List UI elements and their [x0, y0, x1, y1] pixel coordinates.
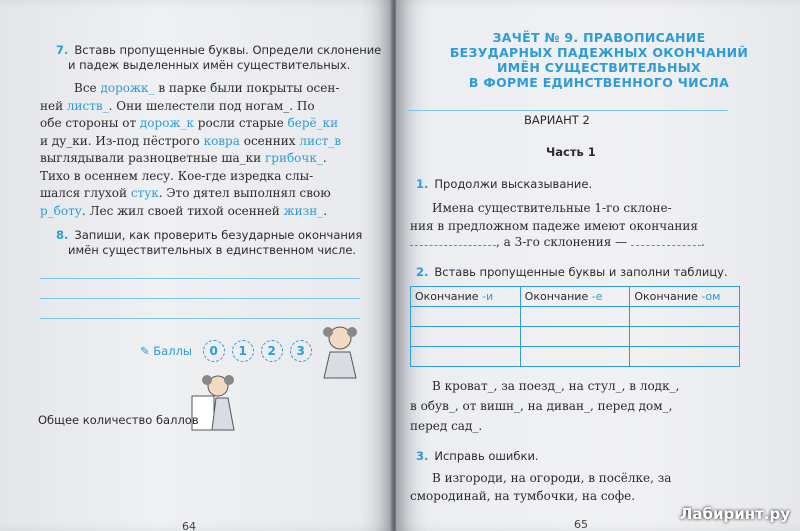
left-page	[0, 0, 392, 531]
answer-line[interactable]	[40, 278, 360, 279]
table-cell[interactable]	[520, 327, 630, 347]
text-run: обе стороны от	[40, 116, 140, 130]
text-run: осенних	[239, 133, 300, 148]
text-run: выглядывали разноцветные ша_ки	[40, 151, 265, 165]
table-cell[interactable]	[411, 327, 521, 347]
table-cell[interactable]	[630, 307, 740, 327]
task1-line1: Имена существительные 1-го склоне-	[432, 201, 672, 215]
header-cell-om: Окончание -ом	[630, 287, 740, 307]
text-run: Все	[74, 81, 101, 95]
table-cell[interactable]	[520, 347, 630, 367]
header-cell-e: Окончание -е	[520, 287, 630, 307]
text-run: в парке были покрыты осен-	[154, 81, 340, 95]
score-1[interactable]: 1	[232, 340, 254, 362]
answer-line[interactable]	[40, 318, 360, 319]
task7-instruction: 7. Вставь пропущенные буквы. Определи склонение	[56, 43, 382, 57]
task3-line2: смородинай, на тумбочки, на софе.	[410, 489, 636, 503]
page-number-right: 65	[574, 518, 588, 531]
page-number-left: 64	[182, 520, 196, 531]
task8-instruction: 8. Запиши, как проверить безударные окончания	[56, 228, 363, 242]
test-title: ЗАЧЁТ № 9. ПРАВОПИСАНИЕ БЕЗУДАРНЫХ ПАДЕЖНЫХ ОКОНЧАНИЙ ИМЁН СУЩЕСТВИТЕЛЬНЫХ В ФОРМЕ ЕДИНСТВЕННОГО ЧИСЛА	[449, 30, 749, 90]
text-run: . Они шелестели под ногам_. По	[108, 98, 315, 113]
score-row	[140, 340, 312, 362]
highlighted-word: листв_	[66, 98, 109, 113]
text-run: ней	[40, 98, 67, 113]
highlighted-word: лист_в	[299, 133, 342, 148]
task1-instruction: 1. Продолжи высказывание.	[416, 177, 593, 191]
text-run: росли старые	[193, 116, 288, 130]
table-header-row	[411, 287, 740, 307]
total-score-label: Общее количество баллов	[38, 413, 199, 427]
highlighted-word: дорож_к	[139, 116, 194, 130]
right-page	[396, 0, 800, 531]
task3-instruction: 3. Исправь ошибки.	[416, 449, 539, 463]
task2-text-3: перед сад_.	[410, 419, 483, 433]
table-cell[interactable]	[411, 347, 521, 367]
highlighted-word: дорожк_	[100, 81, 155, 95]
answer-line[interactable]	[40, 298, 360, 299]
girl-illustration-icon	[318, 322, 362, 380]
text-run: . Это дятел выполнял свою	[158, 186, 331, 200]
task1-line3: , а 3-го склонения — .	[410, 232, 705, 252]
task1-line2: ния в предложном падеже имеют окончания	[410, 219, 698, 233]
endings-table	[410, 286, 740, 367]
task3-line1: В изгороди, на огороди, в посёлке, за	[432, 471, 672, 485]
table-row	[411, 327, 740, 347]
highlighted-word: р_боту	[40, 203, 82, 218]
score-label: Баллы	[153, 344, 193, 358]
blank-2[interactable]	[631, 235, 701, 246]
text-run: шался глухой	[40, 186, 131, 200]
table-row	[411, 307, 740, 327]
text-run: . Лес жил своей тихой осенней	[81, 203, 284, 218]
task2-text-1: В кроват_, за поезд_, на стул_, в лодк_,	[432, 379, 680, 393]
highlighted-word: берё_ки	[287, 116, 339, 130]
text-run: Тихо в осеннем лесу. Кое-где изредка слы-	[40, 168, 314, 183]
table-cell[interactable]	[411, 307, 521, 327]
highlighted-word: стук	[130, 186, 159, 200]
variant-label: ВАРИАНТ 2	[524, 113, 590, 127]
task2-instruction: 2. Вставь пропущенные буквы и заполни таблицу.	[416, 265, 728, 279]
task2-text-2: в обув_, от вишн_, на диван_, перед дом_,	[410, 399, 673, 413]
pencil-icon: ✎	[140, 344, 150, 358]
score-0[interactable]: 0	[203, 340, 225, 362]
paragraph-line	[40, 201, 327, 221]
highlighted-word: жизн_	[283, 203, 324, 218]
highlighted-word: грибочк_	[264, 151, 323, 165]
task8-instruction-2: имён существительных в единственном числе.	[68, 243, 357, 257]
text-run: .	[322, 151, 327, 165]
score-2[interactable]: 2	[261, 340, 283, 362]
highlighted-word: ковра	[203, 133, 240, 148]
text-run: и ду_ки. Из-под пёстрого	[40, 133, 204, 148]
part-label: Часть 1	[546, 145, 596, 159]
task7-instruction-2: и падеж выделенных имён существительных.	[68, 58, 351, 72]
score-3[interactable]: 3	[290, 340, 312, 362]
text-run: .	[323, 203, 328, 218]
watermark-logo: Лабиринт.ру	[679, 505, 790, 523]
table-cell[interactable]	[630, 347, 740, 367]
blank-1[interactable]	[410, 235, 496, 246]
table-cell[interactable]	[630, 327, 740, 347]
table-cell[interactable]	[520, 307, 630, 327]
table-row	[411, 347, 740, 367]
header-cell-i: Окончание -и	[411, 287, 521, 307]
